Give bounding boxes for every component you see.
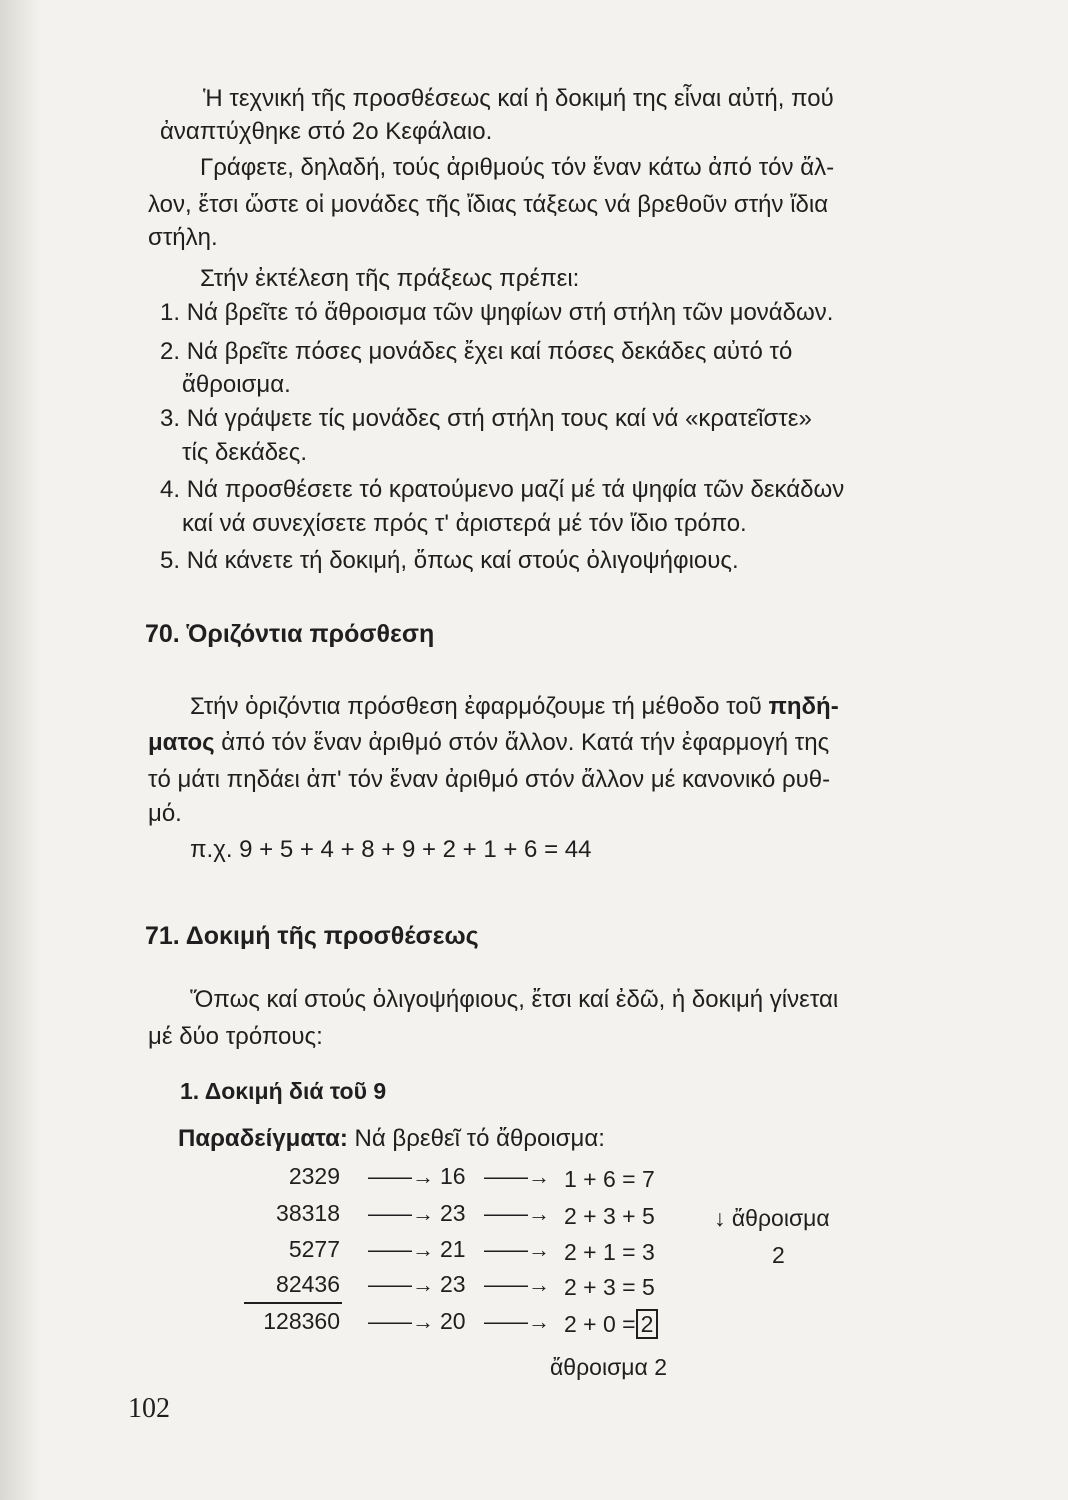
digit-sum-1: 16 (440, 1163, 466, 1189)
section-71-line2: μέ δύο τρόπους: (148, 1023, 323, 1050)
sum-total: 128360 (263, 1308, 340, 1334)
section-70-bold-term-part1: πηδή- (768, 693, 839, 720)
boxed-result: 2 (636, 1309, 659, 1339)
section-70-line3: τό μάτι πηδάει ἀπ' τόν ἕναν ἀριθμό στόν ἄλλον μέ κανονικό ρυθ- (148, 766, 831, 793)
digit-sum-3: 21 (440, 1236, 466, 1262)
section-70-line1 (190, 690, 839, 723)
step-2-number: 2. (160, 338, 181, 365)
step-1-line1: Νά βρεῖτε τό ἄθροισμα τῶν ψηφίων στή στήλη τῶν μονάδων. (186, 299, 834, 326)
section-70-line4: μό. (148, 800, 182, 827)
arrow-right-icon: ——→ (368, 1272, 434, 1297)
addend-3: 5277 (288, 1236, 340, 1262)
examples-label: Παραδείγματα: (178, 1125, 348, 1152)
arrow-right-icon: ——→ (368, 1164, 434, 1189)
intro-p1-line2: ἀναπτύχθηκε στό 2ο Κεφάλαιο. (160, 118, 493, 145)
digit-sum-4: 23 (440, 1271, 466, 1297)
section-71-line1: Ὅπως καί στούς ὀλιγοψήφιους, ἔτσι καί ἐδῶ, ἡ δοκιμή γίνεται (190, 986, 839, 1013)
check-5-text: 2 + 0 = (564, 1311, 636, 1337)
step-4-line2: καί νά συνεχίσετε πρός τ' ἀριστερά μέ τόν ἴδιο τρόπο. (182, 510, 747, 537)
section-70-bold-term-part2: ματος (148, 729, 215, 756)
section-70-heading: 70. Ὁριζόντια πρόσθεση (145, 620, 435, 648)
check-3: 2 + 1 = 3 (564, 1239, 655, 1265)
bottom-note: ἄθροισμα 2 (550, 1354, 667, 1380)
check-5 (564, 1311, 658, 1338)
addend-1: 2329 (288, 1163, 340, 1189)
page-number: 102 (128, 1393, 170, 1424)
page-gutter-shadow (0, 0, 40, 1500)
step-5-number: 5. (160, 547, 181, 574)
addend-4: 82436 (276, 1271, 340, 1297)
step-5-line1: Νά κάνετε τή δοκιμή, ὅπως καί στούς ὀλιγοψήφιους. (186, 547, 739, 574)
step-3-number: 3. (160, 405, 181, 432)
check-4: 2 + 3 = 5 (564, 1274, 655, 1300)
step-4 (160, 473, 844, 506)
intro-p1-line1: Ἡ τεχνική τῆς προσθέσεως καί ἡ δοκιμή της εἶναι αὐτή, πού (203, 85, 834, 112)
arrow-right-icon: ——→ (368, 1237, 434, 1262)
step-4-line1: Νά προσθέσετε τό κρατούμενο μαζί μέ τά ψηφία τῶν δεκάδων (186, 476, 845, 503)
arrow-right-icon: ——→ (484, 1309, 550, 1334)
sum-underline (244, 1302, 342, 1304)
step-3-line1: Νά γράψετε τίς μονάδες στή στήλη τους καί νά «κρατεῖστε» (186, 405, 812, 432)
section-71-subheading: 1. Δοκιμή διά τοῦ 9 (180, 1078, 387, 1104)
check-2: 2 + 3 + 5 (564, 1203, 655, 1229)
examples-text: Νά βρεθεῖ τό ἄθροισμα: (347, 1125, 605, 1152)
digit-sum-5: 20 (440, 1308, 466, 1334)
addend-2: 38318 (276, 1200, 340, 1226)
section-70-line1-text: Στήν ὁριζόντια πρόσθεση ἐφαρμόζουμε τή μέθοδο τοῦ (190, 693, 769, 720)
intro-p2-line3: στήλη. (148, 224, 218, 251)
intro-p3: Στήν ἐκτέλεση τῆς πράξεως πρέπει: (200, 265, 580, 292)
side-note: ↓ ἄθροισμα (714, 1205, 830, 1231)
section-70-line2 (148, 726, 829, 759)
intro-p2-line1: Γράφετε, δηλαδή, τούς ἀριθμούς τόν ἕναν κάτω ἀπό τόν ἄλ- (200, 154, 835, 181)
step-1-number: 1. (160, 299, 181, 326)
arrow-right-icon: ——→ (368, 1309, 434, 1334)
arrow-right-icon: ——→ (484, 1272, 550, 1297)
check-1: 1 + 6 = 7 (564, 1166, 655, 1192)
step-1 (160, 296, 833, 329)
step-4-number: 4. (160, 476, 181, 503)
arrow-right-icon: ——→ (484, 1201, 550, 1226)
section-70-line2-text: ἀπό τόν ἕναν ἀριθμό στόν ἄλλον. Κατά τήν ἐφαρμογή της (214, 729, 830, 756)
step-2 (160, 335, 792, 368)
examples-intro (178, 1122, 605, 1155)
section-71-heading: 71. Δοκιμή τῆς προσθέσεως (145, 922, 479, 950)
arrow-right-icon: ——→ (368, 1201, 434, 1226)
arrow-right-icon: ——→ (484, 1237, 550, 1262)
intro-p2-line2: λον, ἔτσι ὥστε οἱ μονάδες τῆς ἴδιας τάξεως νά βρεθοῦν στήν ἴδια (148, 191, 829, 218)
arrow-right-icon: ——→ (484, 1164, 550, 1189)
step-3-line2: τίς δεκάδες. (182, 439, 307, 466)
side-value: 2 (772, 1242, 785, 1268)
step-2-line1: Νά βρεῖτε πόσες μονάδες ἔχει καί πόσες δεκάδες αὐτό τό (186, 338, 793, 365)
step-5 (160, 544, 739, 577)
section-70-example: π.χ. 9 + 5 + 4 + 8 + 9 + 2 + 1 + 6 = 44 (190, 836, 592, 863)
digit-sum-2: 23 (440, 1200, 466, 1226)
step-3 (160, 402, 812, 435)
step-2-line2: ἄθροισμα. (182, 371, 291, 398)
